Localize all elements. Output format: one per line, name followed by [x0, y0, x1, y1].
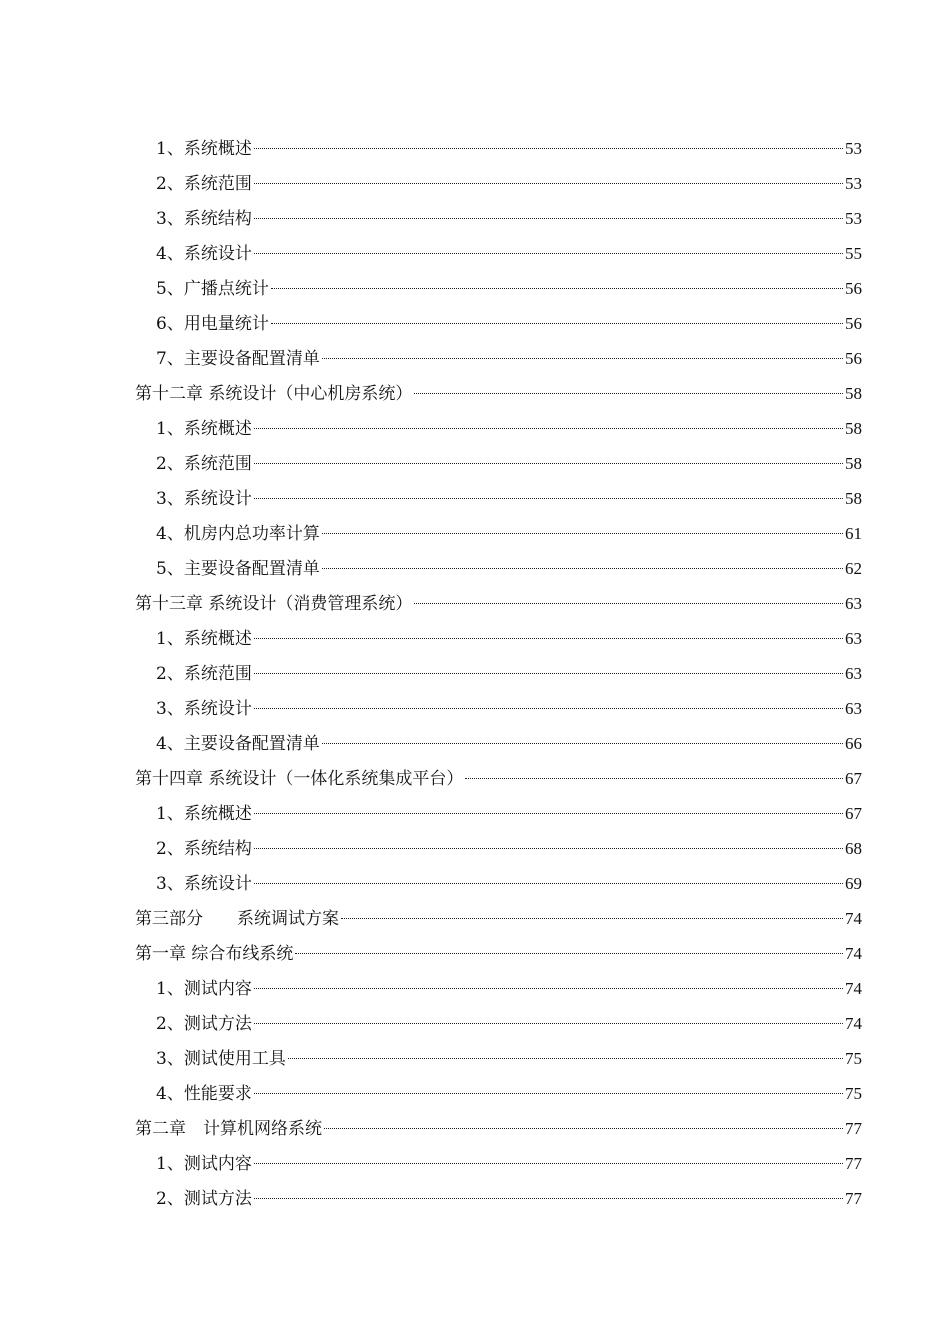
toc-page-number: 63	[845, 594, 862, 613]
toc-section-entry[interactable]	[135, 1041, 862, 1076]
toc-section-entry[interactable]	[135, 656, 862, 691]
toc-page-number: 63	[845, 664, 862, 683]
toc-dot-leader	[254, 498, 843, 499]
toc-page-number: 74	[845, 979, 862, 998]
toc-dot-leader	[254, 813, 843, 814]
toc-dot-leader	[254, 1198, 843, 1199]
toc-entry-title: 4、系统设计	[156, 244, 252, 264]
toc-section-entry[interactable]	[135, 201, 862, 236]
toc-dot-leader	[414, 603, 843, 604]
toc-dot-leader	[254, 428, 843, 429]
toc-page-number: 53	[845, 174, 862, 193]
toc-entry-title: 第十二章 系统设计（中心机房系统）	[135, 384, 413, 404]
toc-page-number: 67	[845, 769, 862, 788]
toc-dot-leader	[254, 638, 843, 639]
toc-dot-leader	[322, 743, 843, 744]
toc-page-number: 77	[845, 1154, 862, 1173]
toc-section-entry[interactable]	[135, 166, 862, 201]
toc-entry-title: 2、系统范围	[156, 174, 252, 194]
toc-entry-title: 1、系统概述	[156, 629, 252, 649]
toc-entry-title: 1、系统概述	[156, 139, 252, 159]
toc-entry-title: 3、系统设计	[156, 874, 252, 894]
toc-entry-title: 2、系统范围	[156, 664, 252, 684]
toc-section-entry[interactable]	[135, 1146, 862, 1181]
toc-dot-leader	[322, 533, 843, 534]
toc-section-entry[interactable]	[135, 306, 862, 341]
toc-section-entry[interactable]	[135, 551, 862, 586]
toc-page-number: 75	[845, 1084, 862, 1103]
toc-entry-title: 1、系统概述	[156, 419, 252, 439]
toc-section-entry[interactable]	[135, 411, 862, 446]
toc-entry-title: 7、主要设备配置清单	[156, 349, 320, 369]
toc-page-number: 56	[845, 279, 862, 298]
toc-dot-leader	[322, 358, 843, 359]
toc-page-number: 66	[845, 734, 862, 753]
toc-dot-leader	[254, 673, 843, 674]
toc-dot-leader	[414, 393, 843, 394]
toc-entry-title: 第二章 计算机网络系统	[135, 1119, 322, 1139]
toc-dot-leader	[254, 988, 843, 989]
toc-dot-leader	[322, 568, 843, 569]
toc-entry-title: 1、测试内容	[156, 979, 252, 999]
toc-dot-leader	[254, 183, 843, 184]
toc-page-number: 63	[845, 699, 862, 718]
toc-section-entry[interactable]	[135, 271, 862, 306]
toc-page-number: 75	[845, 1049, 862, 1068]
toc-page-number: 68	[845, 839, 862, 858]
toc-dot-leader	[254, 883, 843, 884]
toc-page-number: 53	[845, 139, 862, 158]
toc-page-number: 53	[845, 209, 862, 228]
table-of-contents	[135, 131, 862, 1216]
toc-page-number: 61	[845, 524, 862, 543]
toc-entry-title: 第十三章 系统设计（消费管理系统）	[135, 594, 413, 614]
toc-page-number: 56	[845, 314, 862, 333]
toc-entry-title: 2、系统结构	[156, 839, 252, 859]
toc-dot-leader	[288, 1058, 843, 1059]
toc-chapter-entry[interactable]	[135, 936, 862, 971]
toc-chapter-entry[interactable]	[135, 1111, 862, 1146]
toc-page-number: 58	[845, 419, 862, 438]
toc-entry-title: 1、系统概述	[156, 804, 252, 824]
toc-chapter-entry[interactable]	[135, 901, 862, 936]
toc-entry-title: 6、用电量统计	[156, 314, 269, 334]
toc-dot-leader	[271, 323, 843, 324]
toc-section-entry[interactable]	[135, 1076, 862, 1111]
toc-entry-title: 5、广播点统计	[156, 279, 269, 299]
toc-dot-leader	[254, 848, 843, 849]
toc-page-number: 74	[845, 1014, 862, 1033]
toc-dot-leader	[465, 778, 843, 779]
toc-section-entry[interactable]	[135, 831, 862, 866]
toc-entry-title: 4、性能要求	[156, 1084, 252, 1104]
toc-page-number: 62	[845, 559, 862, 578]
toc-chapter-entry[interactable]	[135, 376, 862, 411]
toc-entry-title: 1、测试内容	[156, 1154, 252, 1174]
toc-entry-title: 5、主要设备配置清单	[156, 559, 320, 579]
toc-entry-title: 第三部分 系统调试方案	[135, 909, 339, 929]
toc-page-number: 63	[845, 629, 862, 648]
toc-page-number: 58	[845, 454, 862, 473]
toc-dot-leader	[254, 463, 843, 464]
toc-section-entry[interactable]	[135, 866, 862, 901]
toc-section-entry[interactable]	[135, 691, 862, 726]
toc-section-entry[interactable]	[135, 131, 862, 166]
toc-entry-title: 第一章 综合布线系统	[135, 944, 294, 964]
toc-entry-title: 2、测试方法	[156, 1014, 252, 1034]
toc-dot-leader	[271, 288, 843, 289]
toc-page-number: 77	[845, 1189, 862, 1208]
toc-dot-leader	[254, 148, 843, 149]
toc-page-number: 58	[845, 489, 862, 508]
toc-dot-leader	[254, 708, 843, 709]
toc-page-number: 56	[845, 349, 862, 368]
toc-entry-title: 4、机房内总功率计算	[156, 524, 320, 544]
toc-entry-title: 3、系统设计	[156, 489, 252, 509]
toc-entry-title: 4、主要设备配置清单	[156, 734, 320, 754]
toc-section-entry[interactable]	[135, 481, 862, 516]
toc-page-number: 55	[845, 244, 862, 263]
toc-dot-leader	[254, 218, 843, 219]
toc-section-entry[interactable]	[135, 971, 862, 1006]
toc-section-entry[interactable]	[135, 236, 862, 271]
toc-chapter-entry[interactable]	[135, 761, 862, 796]
toc-section-entry[interactable]	[135, 1006, 862, 1041]
toc-chapter-entry[interactable]	[135, 586, 862, 621]
toc-section-entry[interactable]	[135, 1181, 862, 1216]
toc-section-entry[interactable]	[135, 516, 862, 551]
toc-page-number: 77	[845, 1119, 862, 1138]
toc-page-number: 67	[845, 804, 862, 823]
toc-entry-title: 2、系统范围	[156, 454, 252, 474]
toc-section-entry[interactable]	[135, 446, 862, 481]
toc-page-number: 69	[845, 874, 862, 893]
toc-entry-title: 3、系统设计	[156, 699, 252, 719]
toc-dot-leader	[254, 253, 843, 254]
toc-section-entry[interactable]	[135, 726, 862, 761]
toc-dot-leader	[254, 1163, 843, 1164]
toc-dot-leader	[324, 1128, 843, 1129]
toc-entry-title: 3、测试使用工具	[156, 1049, 286, 1069]
toc-dot-leader	[295, 953, 843, 954]
toc-dot-leader	[254, 1093, 843, 1094]
toc-page-number: 58	[845, 384, 862, 403]
toc-section-entry[interactable]	[135, 796, 862, 831]
toc-page-number: 74	[845, 909, 862, 928]
toc-dot-leader	[341, 918, 843, 919]
toc-dot-leader	[254, 1023, 843, 1024]
toc-section-entry[interactable]	[135, 341, 862, 376]
toc-page-number: 74	[845, 944, 862, 963]
toc-entry-title: 3、系统结构	[156, 209, 252, 229]
toc-section-entry[interactable]	[135, 621, 862, 656]
toc-entry-title: 第十四章 系统设计（一体化系统集成平台）	[135, 769, 464, 789]
toc-entry-title: 2、测试方法	[156, 1189, 252, 1209]
